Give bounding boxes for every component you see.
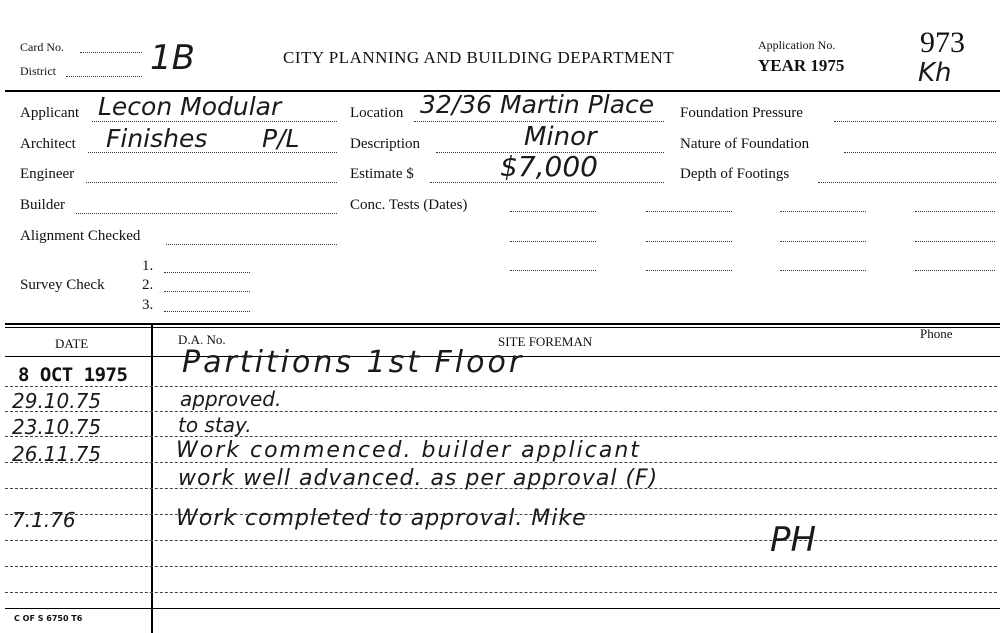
table-row-date-6: 7.1.76 (12, 508, 76, 532)
table-row-text-3: to stay. (178, 413, 252, 437)
form-code: C OF S 6750 T6 (14, 614, 83, 623)
survey-line-1 (164, 272, 250, 273)
location-label: Location (350, 105, 404, 121)
row-line-1 (5, 386, 997, 387)
card-no-line (80, 52, 142, 53)
architect-extra: P/L (262, 124, 300, 153)
foundation-pressure-label: Foundation Pressure (680, 105, 803, 121)
year-label: YEAR 1975 (758, 56, 845, 75)
conc-line-3d (915, 270, 995, 271)
date-header: DATE (55, 336, 89, 351)
conc-line-1d (915, 211, 995, 212)
nature-of-foundation-label: Nature of Foundation (680, 136, 810, 152)
conc-tests-label: Conc. Tests (Dates) (350, 197, 468, 213)
architect-label: Architect (20, 136, 76, 152)
applicant-line (92, 121, 337, 122)
application-number: 973 (920, 26, 965, 59)
table-top-rule-2 (5, 327, 1000, 328)
signature: PH (770, 520, 817, 560)
table-row-text-5: work well advanced. as per approval (F) (178, 466, 659, 491)
table-row-text-6: Work completed to approval. Mike (176, 506, 587, 531)
conc-line-1a (510, 211, 596, 212)
row-line-7 (5, 540, 997, 541)
district-label: District (20, 64, 56, 78)
conc-line-3c (780, 270, 866, 271)
table-row-text-4: Work commenced. builder applicant (176, 438, 641, 463)
builder-label: Builder (20, 197, 65, 213)
table-row-text-2: approved. (180, 387, 282, 411)
depth-of-footings-label: Depth of Footings (680, 166, 790, 182)
builder-line (76, 213, 337, 214)
conc-line-2b (646, 241, 732, 242)
table-row-text-1: Partitions 1st Floor (182, 345, 525, 380)
card-no-label: Card No. (20, 40, 64, 54)
page-title: CITY PLANNING AND BUILDING DEPARTMENT (283, 48, 675, 67)
bottom-rule (5, 608, 1000, 609)
conc-line-3a (510, 270, 596, 271)
engineer-label: Engineer (20, 166, 75, 182)
alignment-label: Alignment Checked (20, 228, 141, 244)
foundation-pressure-line (834, 121, 996, 122)
description-label: Description (350, 136, 420, 152)
nature-of-foundation-line (844, 152, 996, 153)
table-top-rule (5, 323, 1000, 325)
survey-number-3: 3. (142, 297, 154, 313)
survey-number-2: 2. (142, 277, 154, 293)
depth-of-footings-line (818, 182, 996, 183)
conc-line-1c (780, 211, 866, 212)
table-row-date-4: 26.11.75 (12, 442, 102, 466)
table-row-date-3: 23.10.75 (12, 415, 102, 439)
survey-number-1: 1. (142, 258, 154, 274)
architect-value: Finishes (106, 124, 208, 153)
applicant-label: Applicant (20, 105, 80, 121)
applicant-value: Lecon Modular (98, 92, 282, 121)
table-row-date-2: 29.10.75 (12, 389, 102, 413)
row-line-3 (5, 436, 997, 437)
engineer-line (86, 182, 337, 183)
da-no-header: D.A. No. (178, 332, 226, 347)
site-foreman-header: SITE FOREMAN (498, 334, 593, 349)
phone-header: Phone (920, 326, 953, 341)
card-no-value: 1B (150, 38, 195, 78)
estimate-value: $7,000 (500, 150, 598, 183)
survey-line-2 (164, 291, 250, 292)
survey-line-3 (164, 311, 250, 312)
location-value: 32/36 Martin Place (420, 90, 655, 119)
conc-line-2d (915, 241, 995, 242)
estimate-label: Estimate $ (350, 166, 414, 182)
date-column-divider (151, 324, 153, 633)
initials: Kh (918, 58, 952, 88)
row-line-2 (5, 411, 997, 412)
description-value: Minor (524, 122, 597, 152)
application-no-label: Application No. (758, 38, 836, 52)
conc-line-3b (646, 270, 732, 271)
survey-label: Survey Check (20, 277, 105, 293)
row-line-9 (5, 592, 997, 593)
conc-line-1b (646, 211, 732, 212)
conc-line-2c (780, 241, 866, 242)
district-line (66, 76, 142, 77)
conc-line-2a (510, 241, 596, 242)
row-line-8 (5, 566, 997, 567)
alignment-line (166, 244, 337, 245)
table-row-date-1: 8 OCT 1975 (18, 364, 128, 386)
